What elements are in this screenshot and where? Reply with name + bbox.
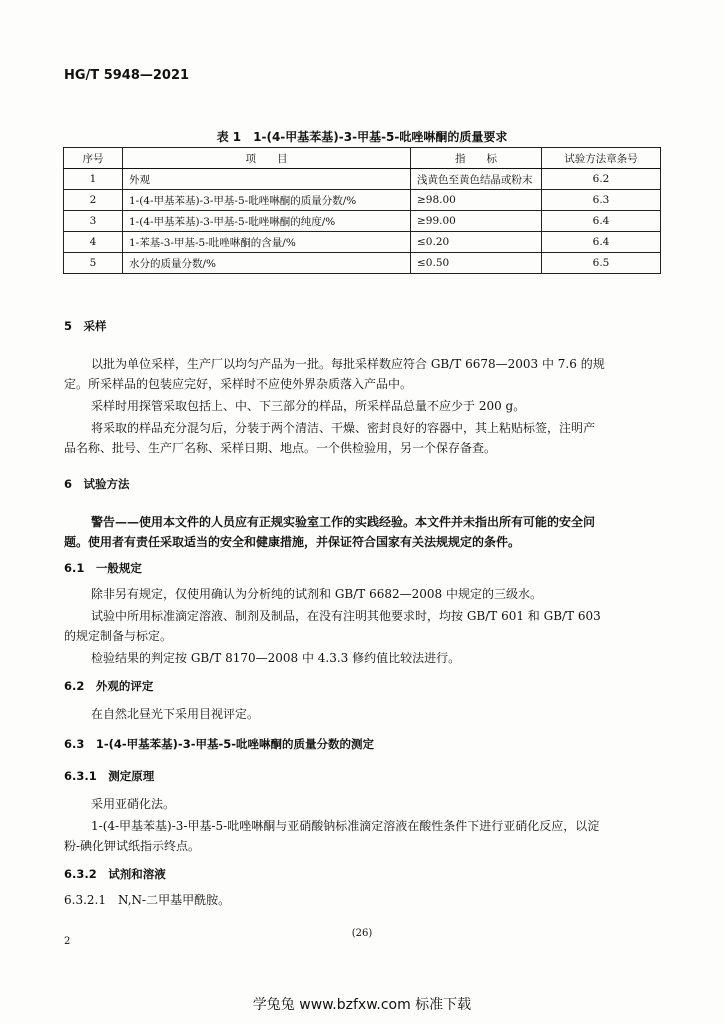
table-row: [64, 253, 661, 274]
page-number-center: (26): [351, 928, 373, 939]
row-indicator: 浅黄色至黄色结晶或粉末: [411, 169, 542, 190]
row-method: 6.4: [542, 232, 661, 253]
row-item: 1-(4-甲基苯基)-3-甲基-5-吡唑啉酮的纯度/%: [123, 211, 411, 232]
table-row: [64, 211, 661, 232]
section-6-1-paragraph-3: 检验结果的判定按 GB/T 8170—2008 中 4.3.3 修约值比较法进行。: [91, 651, 461, 665]
table-row: [64, 169, 661, 190]
section-6-2-heading: 6.2 外观的评定: [64, 679, 154, 693]
col-header-indicator: 指 标: [411, 148, 542, 169]
row-item: 外观: [123, 169, 411, 190]
row-method: 6.3: [542, 190, 661, 211]
section-5-paragraph-1-line-2: 定。所采样品的包装应完好，采样时不应使外界杂质落入产品中。: [64, 377, 413, 391]
section-6-heading: 6 试验方法: [64, 477, 130, 491]
row-indicator: ≥99.00: [411, 211, 542, 232]
row-method: 6.2: [542, 169, 661, 190]
warning-line-1: 警告——使用本文件的人员应有正规实验室工作的实践经验。本文件并未指出所有可能的安全问: [91, 515, 596, 529]
section-5-paragraph-3-line-2: 品名称、批号、生产厂名称、采样日期、地点。一个供检验用，另一个保存备查。: [64, 441, 497, 455]
row-indicator: ≤0.50: [411, 253, 542, 274]
section-5-paragraph-2: 采样时用探管采取包括上、中、下三部分的样品，所采样品总量不应少于 200 g。: [91, 399, 526, 413]
row-method: 6.4: [542, 211, 661, 232]
table-header-row: [64, 148, 661, 169]
row-indicator: ≤0.20: [411, 232, 542, 253]
row-item: 1-苯基-3-甲基-5-吡唑啉酮的含量/%: [123, 232, 411, 253]
page-number-left: 2: [64, 936, 71, 947]
row-no: 1: [64, 169, 123, 190]
col-header-method: 试验方法章条号: [542, 148, 661, 169]
table-row: [64, 190, 661, 211]
row-indicator: ≥98.00: [411, 190, 542, 211]
section-6-3-heading: 6.3 1-(4-甲基苯基)-3-甲基-5-吡唑啉酮的质量分数的测定: [64, 737, 375, 751]
standard-code: HG/T 5948—2021: [64, 68, 190, 83]
col-header-no: 序号: [64, 148, 123, 169]
section-6-1-heading: 6.1 一般规定: [64, 561, 142, 575]
section-6-3-1-heading: 6.3.1 测定原理: [64, 769, 155, 783]
section-6-3-2-1-line: 6.3.2.1 N,N-二甲基甲酰胺。: [64, 893, 231, 907]
section-6-2-paragraph: 在自然北昼光下采用目视评定。: [91, 707, 260, 721]
quality-requirements-table: [63, 147, 661, 274]
section-5-heading: 5 采样: [64, 319, 107, 333]
watermark-text: 学兔兔 www.bzfxw.com 标准下载: [252, 997, 472, 1013]
table-title: 表 1 1-(4-甲基苯基)-3-甲基-5-吡唑啉酮的质量要求: [216, 130, 508, 144]
section-5-paragraph-1-line-1: 以批为单位采样，生产厂以均匀产品为一批。每批采样数应符合 GB/T 6678—2003 中 7.6 的规: [91, 357, 605, 371]
section-6-1-paragraph-2-line-1: 试验中所用标准滴定溶液、制剂及制品，在没有注明其他要求时，均按 GB/T 601 和 GB/T 603: [91, 609, 601, 623]
row-no: 2: [64, 190, 123, 211]
section-6-3-1-paragraph-1: 采用亚硝化法。: [91, 797, 176, 811]
row-no: 3: [64, 211, 123, 232]
row-method: 6.5: [542, 253, 661, 274]
row-item: 1-(4-甲基苯基)-3-甲基-5-吡唑啉酮的质量分数/%: [123, 190, 411, 211]
warning-line-2: 题。使用者有责任采取适当的安全和健康措施，并保证符合国家有关法规规定的条件。: [64, 535, 521, 549]
row-no: 4: [64, 232, 123, 253]
section-6-1-paragraph-1: 除非另有规定，仅使用确认为分析纯的试剂和 GB/T 6682—2008 中规定的三级水。: [91, 587, 542, 601]
row-item: 水分的质量分数/%: [123, 253, 411, 274]
section-6-3-1-paragraph-2-line-2: 粉-碘化钾试纸指示终点。: [64, 839, 201, 853]
section-5-paragraph-3-line-1: 将采取的样品充分混匀后，分装于两个清洁、干燥、密封良好的容器中，其上粘贴标签，注明产: [91, 421, 596, 435]
section-6-3-2-heading: 6.3.2 试剂和溶液: [64, 867, 166, 881]
table-row: [64, 232, 661, 253]
section-6-3-1-paragraph-2-line-1: 1-(4-甲基苯基)-3-甲基-5-吡唑啉酮与亚硝酸钠标准滴定溶液在酸性条件下进行亚硝化反应，以淀: [91, 819, 600, 833]
section-6-1-paragraph-2-line-2: 的规定制备与标定。: [64, 629, 173, 643]
col-header-item: 项 目: [123, 148, 411, 169]
row-no: 5: [64, 253, 123, 274]
